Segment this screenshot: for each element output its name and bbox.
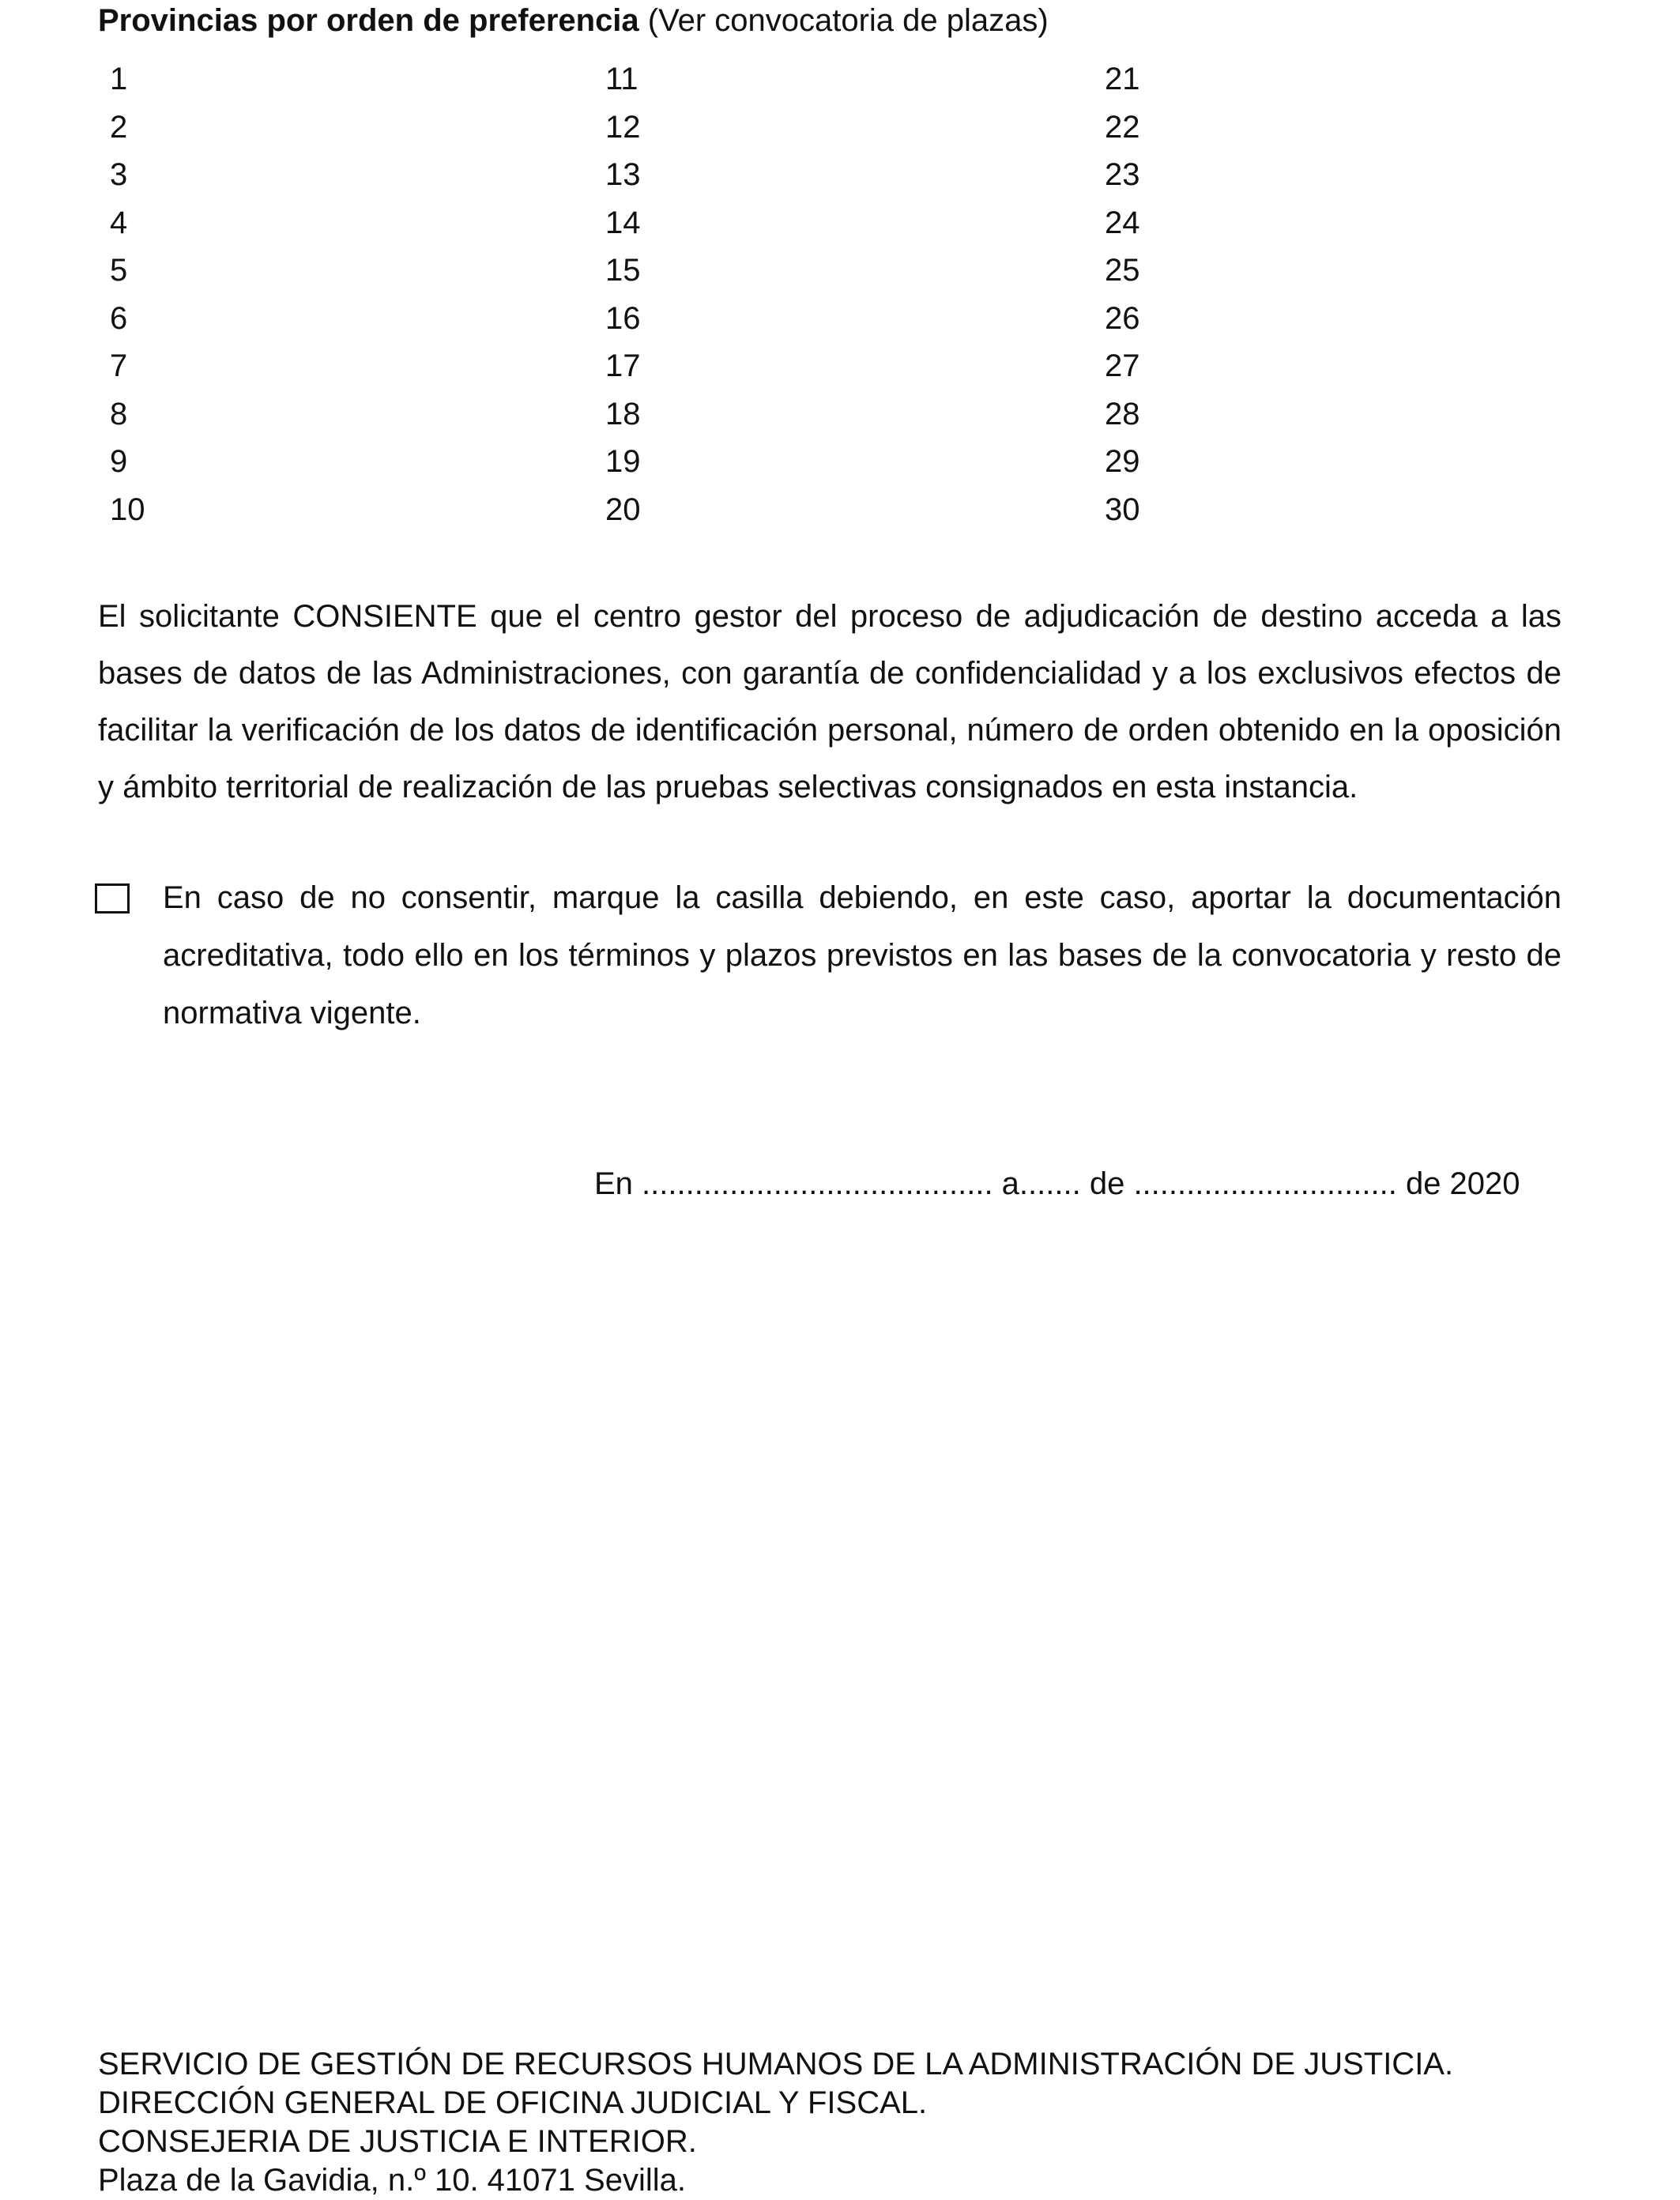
preference-number: 14	[605, 205, 641, 240]
preference-number: 9	[110, 444, 128, 479]
preferences-column-1	[110, 55, 145, 533]
preference-number: 24	[1105, 205, 1140, 240]
opt-out-label: En caso de no consentir, marque la casilla debiendo, en este caso, aportar la documentación acreditativa, todo ello en los términos y plazos previstos en las bases de la convocatoria y resto de normativa vigente.	[163, 880, 1561, 1030]
preferences-heading-bold: Provincias por orden de preferencia	[98, 3, 639, 38]
preference-number: 2	[110, 109, 128, 145]
preference-number: 11	[605, 62, 638, 96]
consent-paragraph: El solicitante CONSIENTE que el centro gestor del proceso de adjudicación de destino acceda a las bases de datos de las Administraciones, con garantía de confidencialidad y a los exclusivos efectos de facilitar la verificación de los datos de identificación personal, número de orden obtenido en la oposición y ámbito territorial de realización de las pruebas selectivas consignados en esta instancia.	[98, 599, 1561, 804]
preference-number: 28	[1105, 396, 1140, 431]
preference-number: 16	[605, 300, 641, 336]
preference-number: 10	[110, 492, 145, 527]
preference-number: 6	[110, 300, 128, 336]
footer-line: DIRECCIÓN GENERAL DE OFICINA JUDICIAL Y FISCAL.	[98, 2085, 928, 2120]
preference-number: 12	[605, 109, 641, 145]
footer-line: CONSEJERIA DE JUSTICIA E INTERIOR.	[98, 2124, 697, 2159]
preferences-heading	[98, 2, 1049, 40]
preference-number: 29	[1105, 444, 1140, 479]
footer-line: SERVICIO DE GESTIÓN DE RECURSOS HUMANOS DE LA ADMINISTRACIÓN DE JUSTICIA.	[98, 2047, 1454, 2081]
preference-number: 3	[110, 157, 128, 192]
preference-number: 21	[1105, 62, 1140, 96]
footer-address	[98, 2045, 1453, 2200]
preference-number: 23	[1105, 157, 1140, 192]
preference-number: 8	[110, 396, 128, 431]
preference-number: 26	[1105, 300, 1140, 336]
preference-number: 18	[605, 396, 641, 431]
preference-number: 13	[605, 157, 641, 192]
opt-out-checkbox[interactable]	[95, 883, 130, 914]
place-date-line: En ........................................ a....... de .............................. de 2020	[594, 1166, 1520, 1201]
footer-line: Plaza de la Gavidia, n.º 10. 41071 Sevilla.	[98, 2163, 686, 2198]
preference-number: 25	[1105, 253, 1140, 288]
preference-number: 5	[110, 253, 128, 288]
preference-number: 17	[605, 348, 641, 383]
preference-number: 7	[110, 348, 128, 383]
preference-number: 20	[605, 492, 641, 527]
preferences-column-3	[1105, 55, 1140, 533]
preference-number: 1	[110, 62, 128, 96]
preference-number: 4	[110, 205, 128, 240]
preference-number: 19	[605, 444, 641, 479]
preferences-heading-note: (Ver convocatoria de plazas)	[638, 3, 1049, 38]
preference-number: 15	[605, 253, 641, 288]
preferences-list	[0, 55, 1680, 529]
preference-number: 27	[1105, 348, 1140, 383]
preference-number: 30	[1105, 492, 1140, 527]
preference-number: 22	[1105, 109, 1140, 145]
preferences-column-2	[605, 55, 641, 533]
